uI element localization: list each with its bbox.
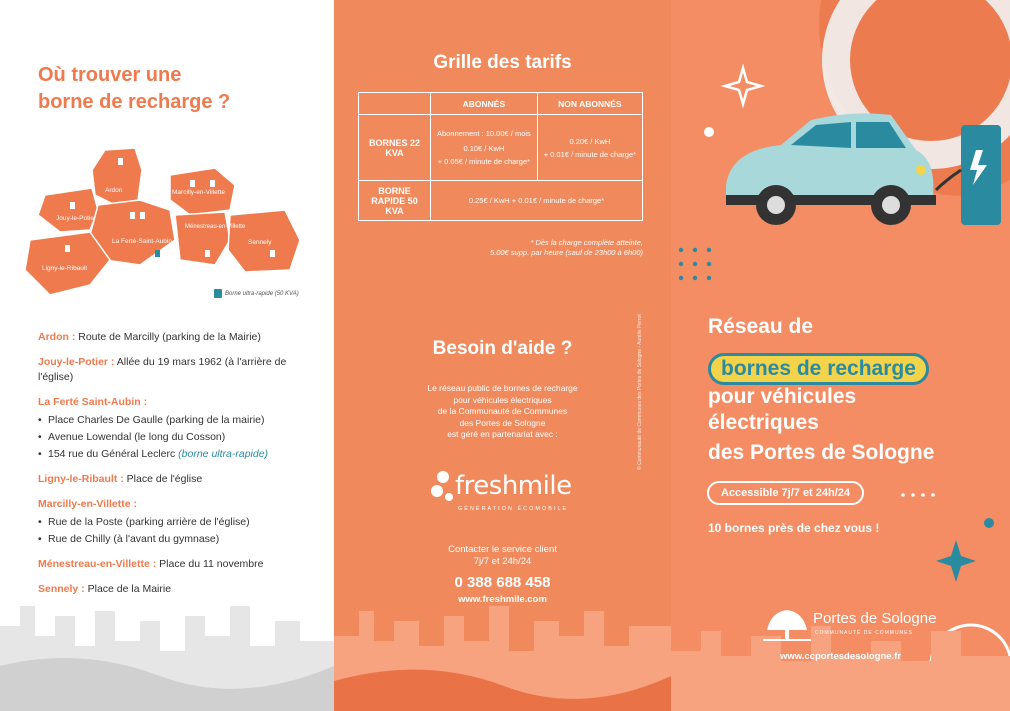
charger-icon [70, 202, 75, 209]
map-label: Sennely [248, 239, 272, 246]
locations-list [38, 330, 323, 607]
right-panel [671, 0, 1010, 711]
charger-icon [118, 158, 123, 165]
portes-de-sologne-logo: Portes de Sologne COMMUNAUTÉ DE COMMUNES [763, 602, 943, 647]
map-jouy [38, 188, 98, 232]
aide-text: Le réseau public de bornes de recharge pour véhicules électriques de la Communauté de Communes des Portes de Sologne est géré en partenariat avec : [427, 383, 578, 439]
tarif-table [358, 92, 643, 221]
freshmile-logo: freshmile GÉNÉRATION ÉCOMOBILE [429, 463, 579, 523]
cc-website-link[interactable]: www.ccportesdesologne.fr [779, 651, 902, 662]
charger-icon [140, 212, 145, 219]
charger-icon [210, 180, 215, 187]
cell-abonnes: Abonnement : 10.00€ / mois 0.10€ / KwH + 0.05€ / minute de charge* [431, 115, 538, 181]
title-line: Réseau de [708, 315, 814, 338]
tree-icon [763, 606, 811, 642]
charger-icon [65, 245, 70, 252]
map-label: Ligny-le-Ribault [42, 265, 88, 272]
map-label: Ardon [105, 187, 123, 194]
charger-icon [205, 250, 210, 257]
vertical-credit: © Communauté de Communes des Portes de Sologne - Aurélie Perrot [637, 314, 643, 470]
aide-title: Besoin d'aide ? [432, 338, 573, 359]
location-item: Jouy-le-Potier : Allée du 19 mars 1962 (à l'arrière de l'église) [38, 356, 287, 383]
title-line: pour véhicules [708, 385, 857, 408]
locations-title: Où trouver une borne de recharge ? [38, 64, 231, 113]
title-line: électriques [708, 411, 819, 434]
title-highlight: bornes de recharge [708, 353, 929, 385]
map-menestreau [175, 212, 230, 265]
header-abonnes: ABONNÉS [431, 93, 538, 115]
map-ligny [25, 232, 110, 295]
tarifs-title: Grille des tarifs [433, 52, 572, 73]
territory-map [20, 140, 320, 300]
charger-icon [270, 250, 275, 257]
header-non-abonnes: NON ABONNÉS [537, 93, 642, 115]
cell-rapide: 0.25€ / KwH + 0.01€ / minute de charge* [431, 181, 643, 221]
city-skyline [0, 596, 334, 711]
freshmile-link[interactable]: www.freshmile.com [458, 594, 547, 605]
location-item: Ardon : Route de Marcilly (parking de la Mairie) [38, 331, 261, 343]
middle-panel [334, 0, 671, 711]
charging-station [961, 125, 1001, 225]
bornes-count: 10 bornes près de chez vous ! [708, 521, 880, 535]
phone-number[interactable]: 0 388 688 458 [454, 574, 551, 591]
freshmile-icon [429, 467, 457, 507]
map-ardon [92, 148, 142, 205]
accessibility-badge: Accessible 7j/7 et 24h/24 [707, 481, 864, 505]
map-label: Marcilly-en-Villette [172, 189, 225, 196]
city-skyline [334, 596, 671, 711]
location-item: Ménestreau-en-Villette : Place du 11 novembre [38, 558, 264, 570]
location-item: La Ferté Saint-Aubin : • Place Charles De Gaulle (parking de la mairie) • Avenue Lowendal (le long du Cosson) • 154 rue du Général Leclerc (borne ultra-rapide) [38, 395, 323, 462]
tarif-note: * Dès la charge complète atteinte, 5.00€ supp. par heure (sauf de 23h00 à 6h00) [489, 238, 643, 257]
location-item: Sennely : Place de la Mairie [38, 583, 172, 595]
location-item: Marcilly-en-Villette : • Rue de la Poste (parking arrière de l'église) • Rue de Chilly (à l'avant du gymnase) [38, 497, 323, 547]
map-legend: Borne ultra-rapide (50 KVA) [214, 289, 299, 298]
charger-icon [130, 212, 135, 219]
title-line: des Portes de Sologne [708, 441, 935, 464]
left-panel [0, 0, 334, 711]
cell-non-abonnes: 0.20€ / KwH + 0.01€ / minute de charge* [537, 115, 642, 181]
fast-charger-icon [155, 250, 160, 257]
contact-text: Contacter le service client 7j/7 et 24h/24 [448, 544, 557, 567]
location-item: Ligny-le-Ribault : Place de l'église [38, 473, 203, 485]
fast-charger-icon [214, 289, 222, 298]
row-label: BORNE RAPIDE 50 KVA [359, 181, 431, 221]
map-label: La Ferté-Saint-Aubin [112, 238, 172, 245]
charger-icon [190, 180, 195, 187]
map-label: Jouy-le-Potier [56, 215, 97, 222]
map-label: Ménestreau-en-Villette [185, 224, 246, 230]
electric-car-illustration [721, 110, 1010, 250]
row-label: BORNES 22 KVA [359, 115, 431, 181]
